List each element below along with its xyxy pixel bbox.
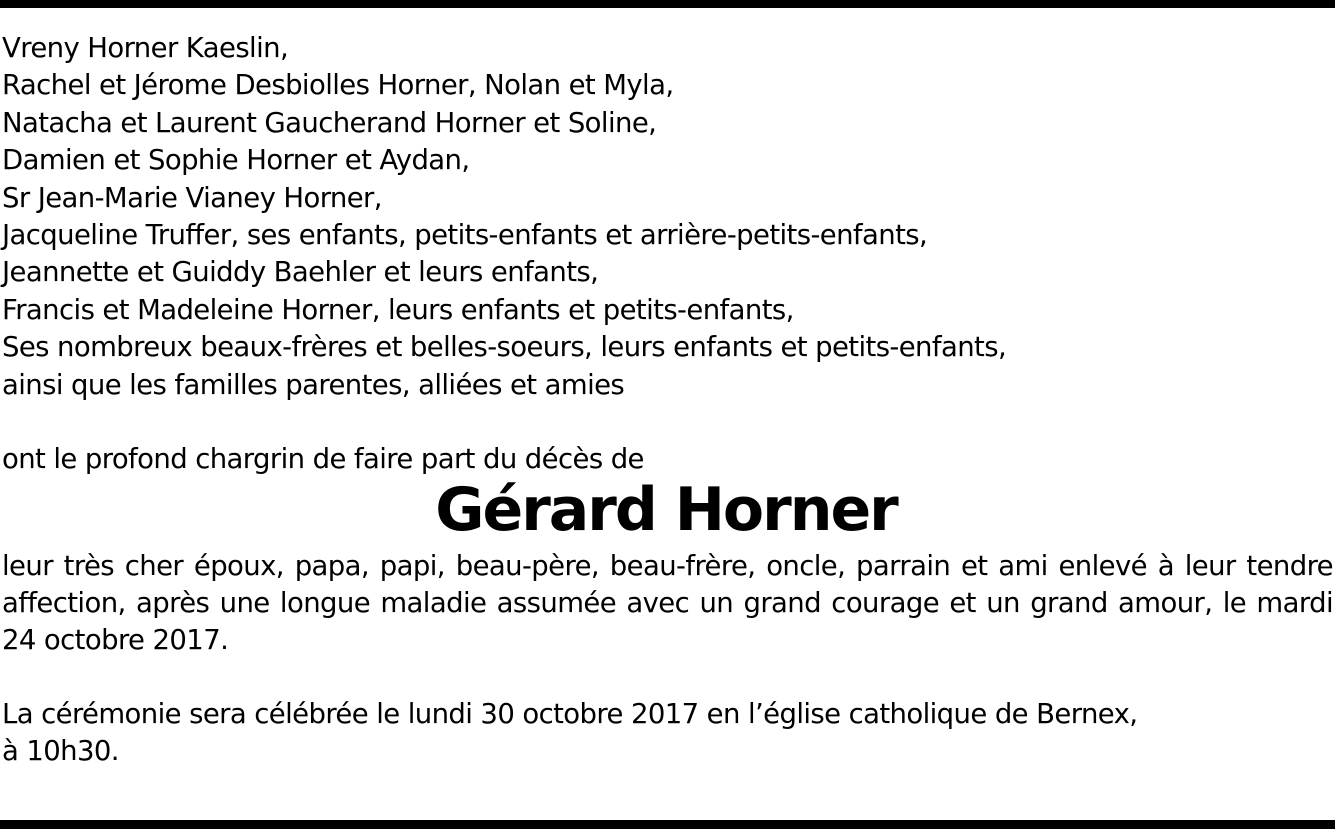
top-rule [0, 0, 1335, 8]
family-line: Jacqueline Truffer, ses enfants, petits-enfants et arrière-petits-enfants, [2, 219, 928, 252]
family-line: Ses nombreux beaux-frères et belles-soeurs, leurs enfants et petits-enfants, [2, 331, 1007, 364]
ceremony-info [2, 696, 1333, 770]
obituary-notice [2, 30, 1333, 770]
ceremony-line: La cérémonie sera célébrée le lundi 30 octobre 2017 en l’église catholique de Bernex, [2, 698, 1138, 731]
family-line: Damien et Sophie Horner et Aydan, [2, 144, 470, 177]
tribute-paragraph: leur très cher époux, papa, papi, beau-père, beau-frère, oncle, parrain et ami enlevé à leur tendre affection, après une longue maladie assumée avec un grand courage et un grand amour, le mardi 24 octobre 2017. [2, 550, 1333, 657]
family-line: Vreny Horner Kaeslin, [2, 32, 289, 64]
family-line: Sr Jean-Marie Vianey Horner, [2, 181, 382, 214]
family-list [2, 30, 1333, 404]
family-line: Francis et Madeleine Horner, leurs enfants et petits-enfants, [2, 293, 794, 326]
bottom-rule [0, 820, 1335, 829]
deceased-name: Gérard Horner [435, 475, 897, 546]
family-line: ainsi que les familles parentes, alliées et amies [2, 368, 625, 401]
announcement-text: ont le profond chargrin de faire part du décès de [2, 443, 644, 476]
family-line: Rachel et Jérome Desbiolles Horner, Nolan et Myla, [2, 69, 674, 102]
ceremony-line: à 10h30. [2, 735, 119, 768]
family-line: Natacha et Laurent Gaucherand Horner et Soline, [2, 106, 657, 139]
family-line: Jeannette et Guiddy Baehler et leurs enfants, [2, 256, 599, 289]
